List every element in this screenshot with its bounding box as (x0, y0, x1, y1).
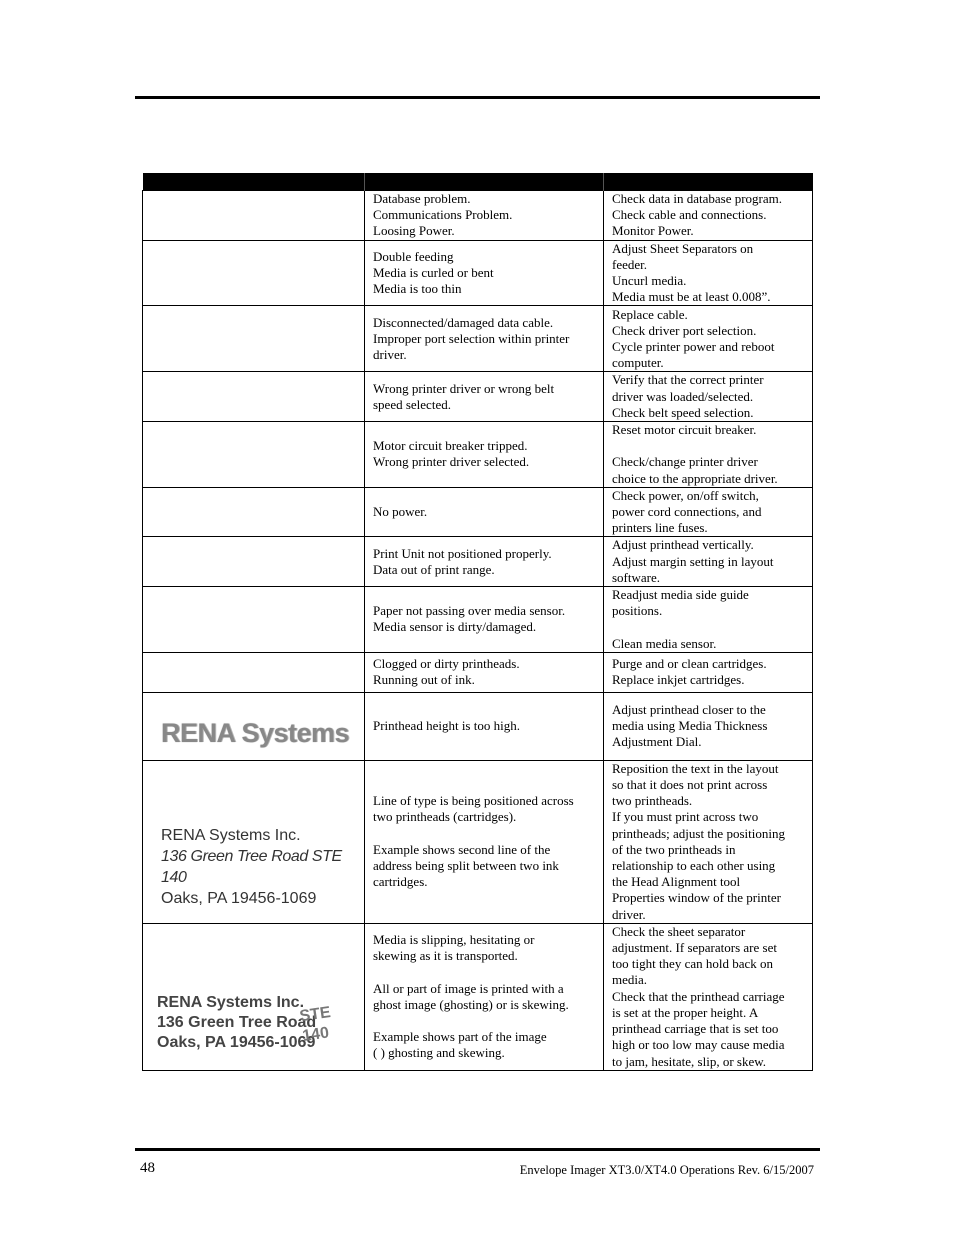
text-line: power cord connections, and (612, 504, 762, 520)
text-line: Media sensor is dirty/damaged. (373, 619, 537, 635)
text-line: two printheads. (612, 793, 693, 809)
text-line: too tight they can hold back on (612, 956, 774, 972)
text-line: Cycle printer power and reboot (612, 338, 775, 354)
text-line: speed selected. (373, 396, 451, 412)
solution-text (612, 307, 806, 372)
text-line: printers line fuses. (612, 520, 708, 536)
text-line: Properties window of the printer (612, 890, 781, 906)
text-line: Monitor Power. (612, 223, 694, 239)
text-line: Media is too thin (373, 281, 462, 297)
text-line: Printhead height is too high. (373, 718, 520, 734)
solution-cell (604, 652, 813, 692)
text-line: No power. (373, 504, 428, 520)
sample-address-line: Oaks, PA 19456-1069 (157, 1033, 316, 1051)
text-line: driver. (373, 347, 407, 363)
text-line: media. (612, 972, 648, 988)
text-line: positions. (612, 603, 663, 619)
text-line: address being split between two ink (373, 858, 559, 874)
text-line: computer. (612, 355, 664, 371)
problem-cell (143, 537, 365, 587)
table-row (143, 923, 813, 1070)
text-line: skewing as it is transported. (373, 948, 518, 964)
sample-address-line: RENA Systems Inc. (157, 993, 305, 1011)
solution-text (612, 761, 806, 923)
text-line: Check the sheet separator (612, 923, 746, 939)
text-line: driver was loaded/selected. (612, 388, 754, 404)
header-cell-cause (365, 173, 604, 191)
text-line: Wrong printer driver selected. (373, 454, 530, 470)
text-line: Line of type is being positioned across (373, 793, 574, 809)
cause-cell (365, 652, 604, 692)
text-line: choice to the appropriate driver. (612, 470, 778, 486)
text-line: Adjust margin setting in layout (612, 553, 774, 569)
cause-text (373, 504, 597, 520)
text-line: high or too low may cause media (612, 1037, 785, 1053)
header-cell-solution (604, 173, 813, 191)
text-line: ( ) ghosting and skewing. (373, 1045, 505, 1061)
text-line: ghost image (ghosting) or is skewing. (373, 996, 569, 1012)
solution-cell (604, 923, 813, 1070)
sample-address-street: 136 Green Tree Road (157, 1013, 317, 1031)
solution-text (612, 537, 806, 586)
text-line: If you must print across two (612, 809, 759, 825)
problem-cell (143, 240, 365, 306)
solution-cell (604, 537, 813, 587)
text-line: Check that the printhead carriage (612, 988, 785, 1004)
text-line: Replace inkjet cartridges. (612, 672, 745, 688)
problem-cell (143, 487, 365, 537)
text-line: Media is curled or bent (373, 264, 494, 280)
text-line: Reset motor circuit breaker. (612, 422, 757, 438)
problem-cell (143, 587, 365, 653)
problem-cell (143, 306, 365, 372)
solution-cell (604, 240, 813, 306)
sample-print-split-address (143, 775, 364, 909)
text-line: Adjust Sheet Separators on (612, 240, 754, 256)
table-row (143, 372, 813, 422)
solution-cell (604, 692, 813, 760)
text-line: Example shows part of the image (373, 1029, 547, 1045)
header-rule (135, 96, 820, 99)
text-line: Wrong printer driver or wrong belt (373, 380, 555, 396)
text-line: Database problem. (373, 191, 471, 206)
text-line: Check data in database program. (612, 191, 783, 206)
text-line: Clean media sensor. (612, 635, 717, 651)
problem-cell (143, 923, 365, 1070)
problem-cell (143, 652, 365, 692)
solution-cell (604, 760, 813, 923)
text-line: driver. (612, 906, 646, 922)
text-line: Data out of print range. (373, 561, 495, 577)
footer-doc-title: Envelope Imager XT3.0/XT4.0 Operations Rev. 6/15/2007 (519, 1163, 814, 1177)
sample-address-line: 136 Green Tree Road STE 140 (161, 847, 342, 886)
problem-cell (143, 191, 365, 241)
text-line: is set at the proper height. A (612, 1004, 759, 1020)
table-row (143, 537, 813, 587)
solution-text (612, 488, 806, 537)
text-line (612, 619, 806, 635)
text-line: software. (612, 569, 661, 585)
solution-cell (604, 487, 813, 537)
text-line (373, 964, 597, 980)
text-line: Verify that the correct printer (612, 372, 764, 388)
solution-cell (604, 372, 813, 422)
troubleshooting-table (142, 173, 813, 1071)
text-line: feeder. (612, 256, 648, 272)
text-line: Running out of ink. (373, 672, 475, 688)
text-line: media using Media Thickness (612, 718, 768, 734)
text-line (373, 1013, 597, 1029)
problem-cell (143, 372, 365, 422)
text-line: printhead carriage that is set too (612, 1021, 779, 1037)
problem-cell (143, 692, 365, 760)
solution-text (612, 372, 806, 421)
solution-text (612, 656, 806, 688)
solution-text (612, 587, 806, 652)
page-number: 48 (140, 1160, 155, 1176)
table-row (143, 306, 813, 372)
table-row (143, 587, 813, 653)
text-line: Adjust printhead closer to the (612, 702, 766, 718)
text-line: Check belt speed selection. (612, 404, 754, 420)
solution-text (612, 702, 806, 751)
table-row (143, 487, 813, 537)
text-line: Clogged or dirty printheads. (373, 656, 520, 672)
solution-text (612, 241, 806, 306)
cause-cell (365, 692, 604, 760)
text-line: Example shows second line of the (373, 841, 551, 857)
text-line: Adjust printhead vertically. (612, 537, 754, 553)
text-line: Purge and or clean cartridges. (612, 656, 767, 672)
cause-text (373, 932, 597, 1062)
cause-text (373, 546, 597, 578)
text-line: Double feeding (373, 248, 454, 264)
problem-cell (143, 422, 365, 488)
text-line: Replace cable. (612, 306, 688, 322)
solution-cell (604, 422, 813, 488)
text-line: Check power, on/off switch, (612, 487, 759, 503)
sample-address-line: Oaks, PA 19456-1069 (161, 889, 317, 907)
cause-text (373, 718, 597, 734)
sample-print-logo: RENA Systems (161, 718, 350, 749)
text-line: All or part of image is printed with a (373, 980, 564, 996)
table-row (143, 652, 813, 692)
solution-cell (604, 587, 813, 653)
text-line: relationship to each other using (612, 858, 776, 874)
cause-cell (365, 923, 604, 1070)
table-header-row (143, 173, 813, 191)
cause-text (373, 656, 597, 688)
sample-print-ghost-address (143, 941, 364, 1053)
cause-cell (365, 372, 604, 422)
text-line: Loosing Power. (373, 223, 455, 239)
cause-cell (365, 191, 604, 241)
text-line: cartridges. (373, 874, 428, 890)
text-line: Motor circuit breaker tripped. (373, 438, 528, 454)
solution-text (612, 191, 806, 240)
text-line: Adjustment Dial. (612, 734, 702, 750)
solution-cell (604, 191, 813, 241)
text-line: Reposition the text in the layout (612, 760, 779, 776)
problem-cell (143, 760, 365, 923)
cause-text (373, 438, 597, 470)
header-cell-problem (143, 173, 365, 191)
cause-text (373, 191, 597, 240)
text-line: Print Unit not positioned properly. (373, 545, 552, 561)
text-line: printheads; adjust the positioning (612, 825, 785, 841)
table-row (143, 760, 813, 923)
text-line: Improper port selection within printer (373, 330, 570, 346)
text-line: two printheads (cartridges). (373, 809, 517, 825)
text-line: Paper not passing over media sensor. (373, 603, 566, 619)
footer-rule (135, 1148, 820, 1151)
text-line: Readjust media side guide (612, 587, 749, 603)
cause-text (373, 315, 597, 364)
cause-text (373, 249, 597, 298)
cause-text (373, 793, 597, 890)
cause-cell (365, 760, 604, 923)
cause-cell (365, 487, 604, 537)
cause-text (373, 381, 597, 413)
cause-cell (365, 537, 604, 587)
text-line: Media must be at least 0.008”. (612, 289, 771, 305)
text-line: so that it does not print across (612, 777, 768, 793)
text-line: of the two printheads in (612, 841, 736, 857)
table-row (143, 692, 813, 760)
text-line: to jam, hesitate, slip, or skew. (612, 1053, 767, 1069)
cause-cell (365, 306, 604, 372)
text-line: Media is slipping, hesitating or (373, 931, 535, 947)
sample-ghost-fragment: STE 140 (298, 1003, 332, 1045)
table-row (143, 240, 813, 306)
text-line: the Head Alignment tool (612, 874, 741, 890)
text-line (612, 438, 806, 454)
text-line: Check driver port selection. (612, 322, 757, 338)
sample-address-line: RENA Systems Inc. (161, 826, 301, 844)
solution-cell (604, 306, 813, 372)
text-line: Check cable and connections. (612, 207, 767, 223)
solution-text (612, 924, 806, 1070)
text-line: adjustment. If separators are set (612, 940, 777, 956)
text-line: Check/change printer driver (612, 454, 758, 470)
text-line (373, 826, 597, 842)
cause-text (373, 603, 597, 635)
table-row (143, 191, 813, 241)
text-line: Disconnected/damaged data cable. (373, 314, 554, 330)
table-row (143, 422, 813, 488)
cause-cell (365, 422, 604, 488)
cause-cell (365, 240, 604, 306)
text-line: Communications Problem. (373, 207, 513, 223)
solution-text (612, 422, 806, 487)
cause-cell (365, 587, 604, 653)
text-line: Uncurl media. (612, 273, 687, 289)
